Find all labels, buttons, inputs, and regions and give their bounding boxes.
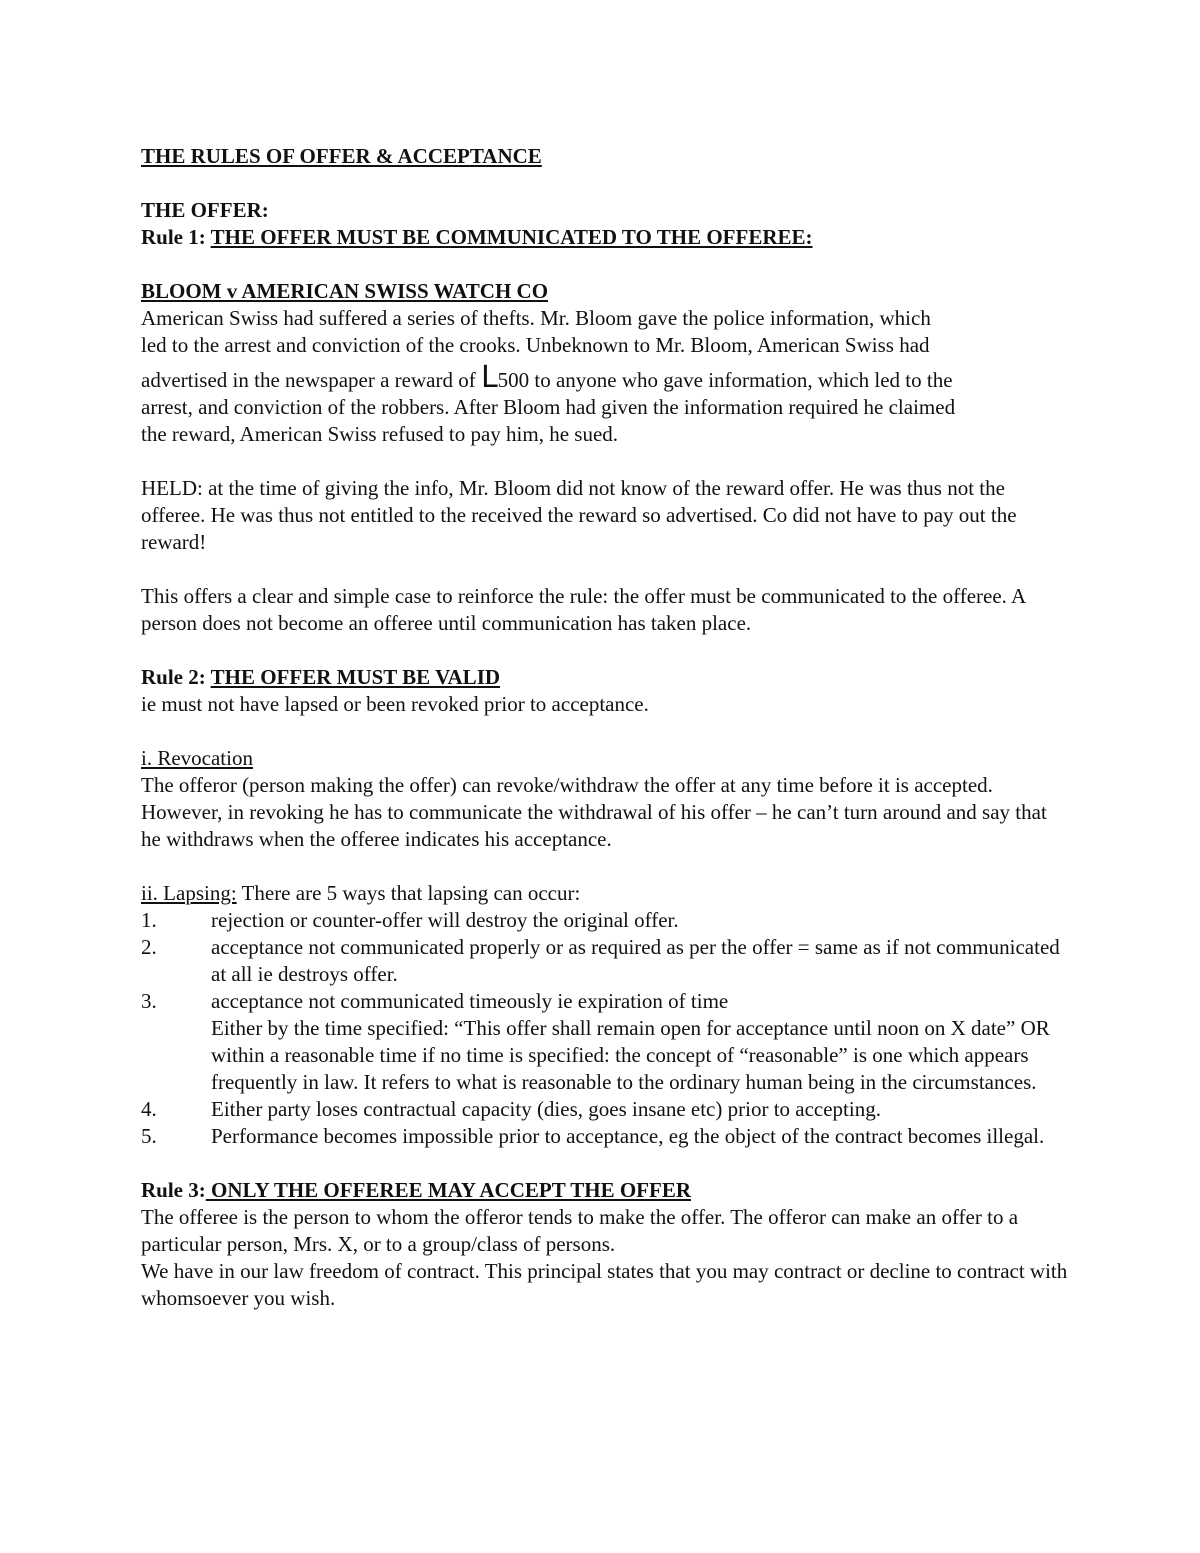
- rule3-title: ONLY THE OFFEREE MAY ACCEPT THE OFFER: [205, 1178, 691, 1202]
- lapsing-intro-line: [141, 880, 1071, 907]
- rule2-label: Rule 2:: [141, 665, 211, 689]
- list-number: 4.: [141, 1097, 157, 1121]
- rule3-text: The offeree is the person to whom the offeror tends to make the offer. The offeror can make an offer to a particular person, Mrs. X, or to a group/class of persons.: [141, 1205, 1019, 1256]
- list-item: [141, 1123, 1071, 1150]
- case-facts-line: led to the arrest and conviction of the crooks. Unbeknown to Mr. Bloom, American Swiss had: [141, 333, 930, 357]
- rule1-heading: [141, 224, 1071, 251]
- case-held: HELD: at the time of giving the info, Mr. Bloom did not know of the reward offer. He was thus not the offeree. He was thus not entitled to the received the reward so advertised. Co did not have to pay out the reward!: [141, 476, 1017, 554]
- lapsing-intro: There are 5 ways that lapsing can occur:: [236, 881, 581, 905]
- list-text: Performance becomes impossible prior to acceptance, eg the object of the contract becomes illegal.: [211, 1124, 1045, 1148]
- list-number: 5.: [141, 1124, 157, 1148]
- rule3-label: Rule 3:: [141, 1178, 206, 1202]
- case-facts-line: arrest, and conviction of the robbers. After Bloom had given the information required he claimed: [141, 395, 956, 419]
- list-text: rejection or counter-offer will destroy the original offer.: [211, 908, 679, 932]
- list-item: [141, 988, 1071, 1096]
- rule3-text: We have in our law freedom of contract. This principal states that you may contract or decline to contract with whomsoever you wish.: [141, 1259, 1068, 1310]
- list-text: acceptance not communicated timeously ie expiration of time: [211, 989, 729, 1013]
- lapsing-list: [141, 907, 1071, 1150]
- rule2-subtext: ie must not have lapsed or been revoked prior to acceptance.: [141, 692, 649, 716]
- list-text-extra: Either by the time specified: “This offer shall remain open for acceptance until noon on X date” OR within a reasonable time if no time is specified: the concept of “reasonable” is one which appears frequently in law. It refers to what is reasonable to the ordinary human being in the circumstances.: [211, 1016, 1050, 1094]
- rule1-title: THE OFFER MUST BE COMMUNICATED TO THE OFFEREE:: [210, 225, 813, 249]
- revocation-text: The offeror (person making the offer) can revoke/withdraw the offer at any time before it is accepted. However, in revoking he has to communicate the withdrawal of his offer – he can’t turn around and say that he withdraws when the offeree indicates his acceptance.: [141, 773, 1047, 851]
- offer-heading: THE OFFER:: [141, 198, 269, 222]
- rule1-label: Rule 1:: [141, 225, 211, 249]
- case-facts-line: advertised in the newspaper a reward of L500 to anyone who gave information, which led to the: [141, 360, 953, 395]
- lapsing-heading: ii. Lapsing:: [141, 881, 237, 905]
- list-item: [141, 907, 1071, 934]
- case-facts: [141, 305, 1071, 448]
- case-title: BLOOM v AMERICAN SWISS WATCH CO: [141, 279, 549, 303]
- list-number: 1.: [141, 908, 157, 932]
- case-facts-line: the reward, American Swiss refused to pay him, he sued.: [141, 422, 619, 446]
- document-title: THE RULES OF OFFER & ACCEPTANCE: [141, 144, 542, 168]
- case-facts-line: American Swiss had suffered a series of thefts. Mr. Bloom gave the police information, which: [141, 306, 931, 330]
- list-number: 2.: [141, 935, 157, 959]
- rule3-heading: [141, 1177, 1071, 1204]
- pound-symbol: L: [480, 360, 498, 395]
- case-summary: This offers a clear and simple case to reinforce the rule: the offer must be communicated to the offeree. A person does not become an offeree until communication has taken place.: [141, 584, 1025, 635]
- rule2-title: THE OFFER MUST BE VALID: [210, 665, 501, 689]
- list-text: acceptance not communicated properly or as required as per the offer = same as if not communicated at all ie destroys offer.: [211, 935, 1060, 986]
- rule2-heading: [141, 664, 1071, 691]
- list-text: Either party loses contractual capacity (dies, goes insane etc) prior to accepting.: [211, 1097, 881, 1121]
- revocation-heading: i. Revocation: [141, 746, 253, 770]
- document-content: [141, 143, 1071, 1312]
- list-item: [141, 1096, 1071, 1123]
- list-item: [141, 934, 1071, 988]
- list-number: 3.: [141, 989, 157, 1013]
